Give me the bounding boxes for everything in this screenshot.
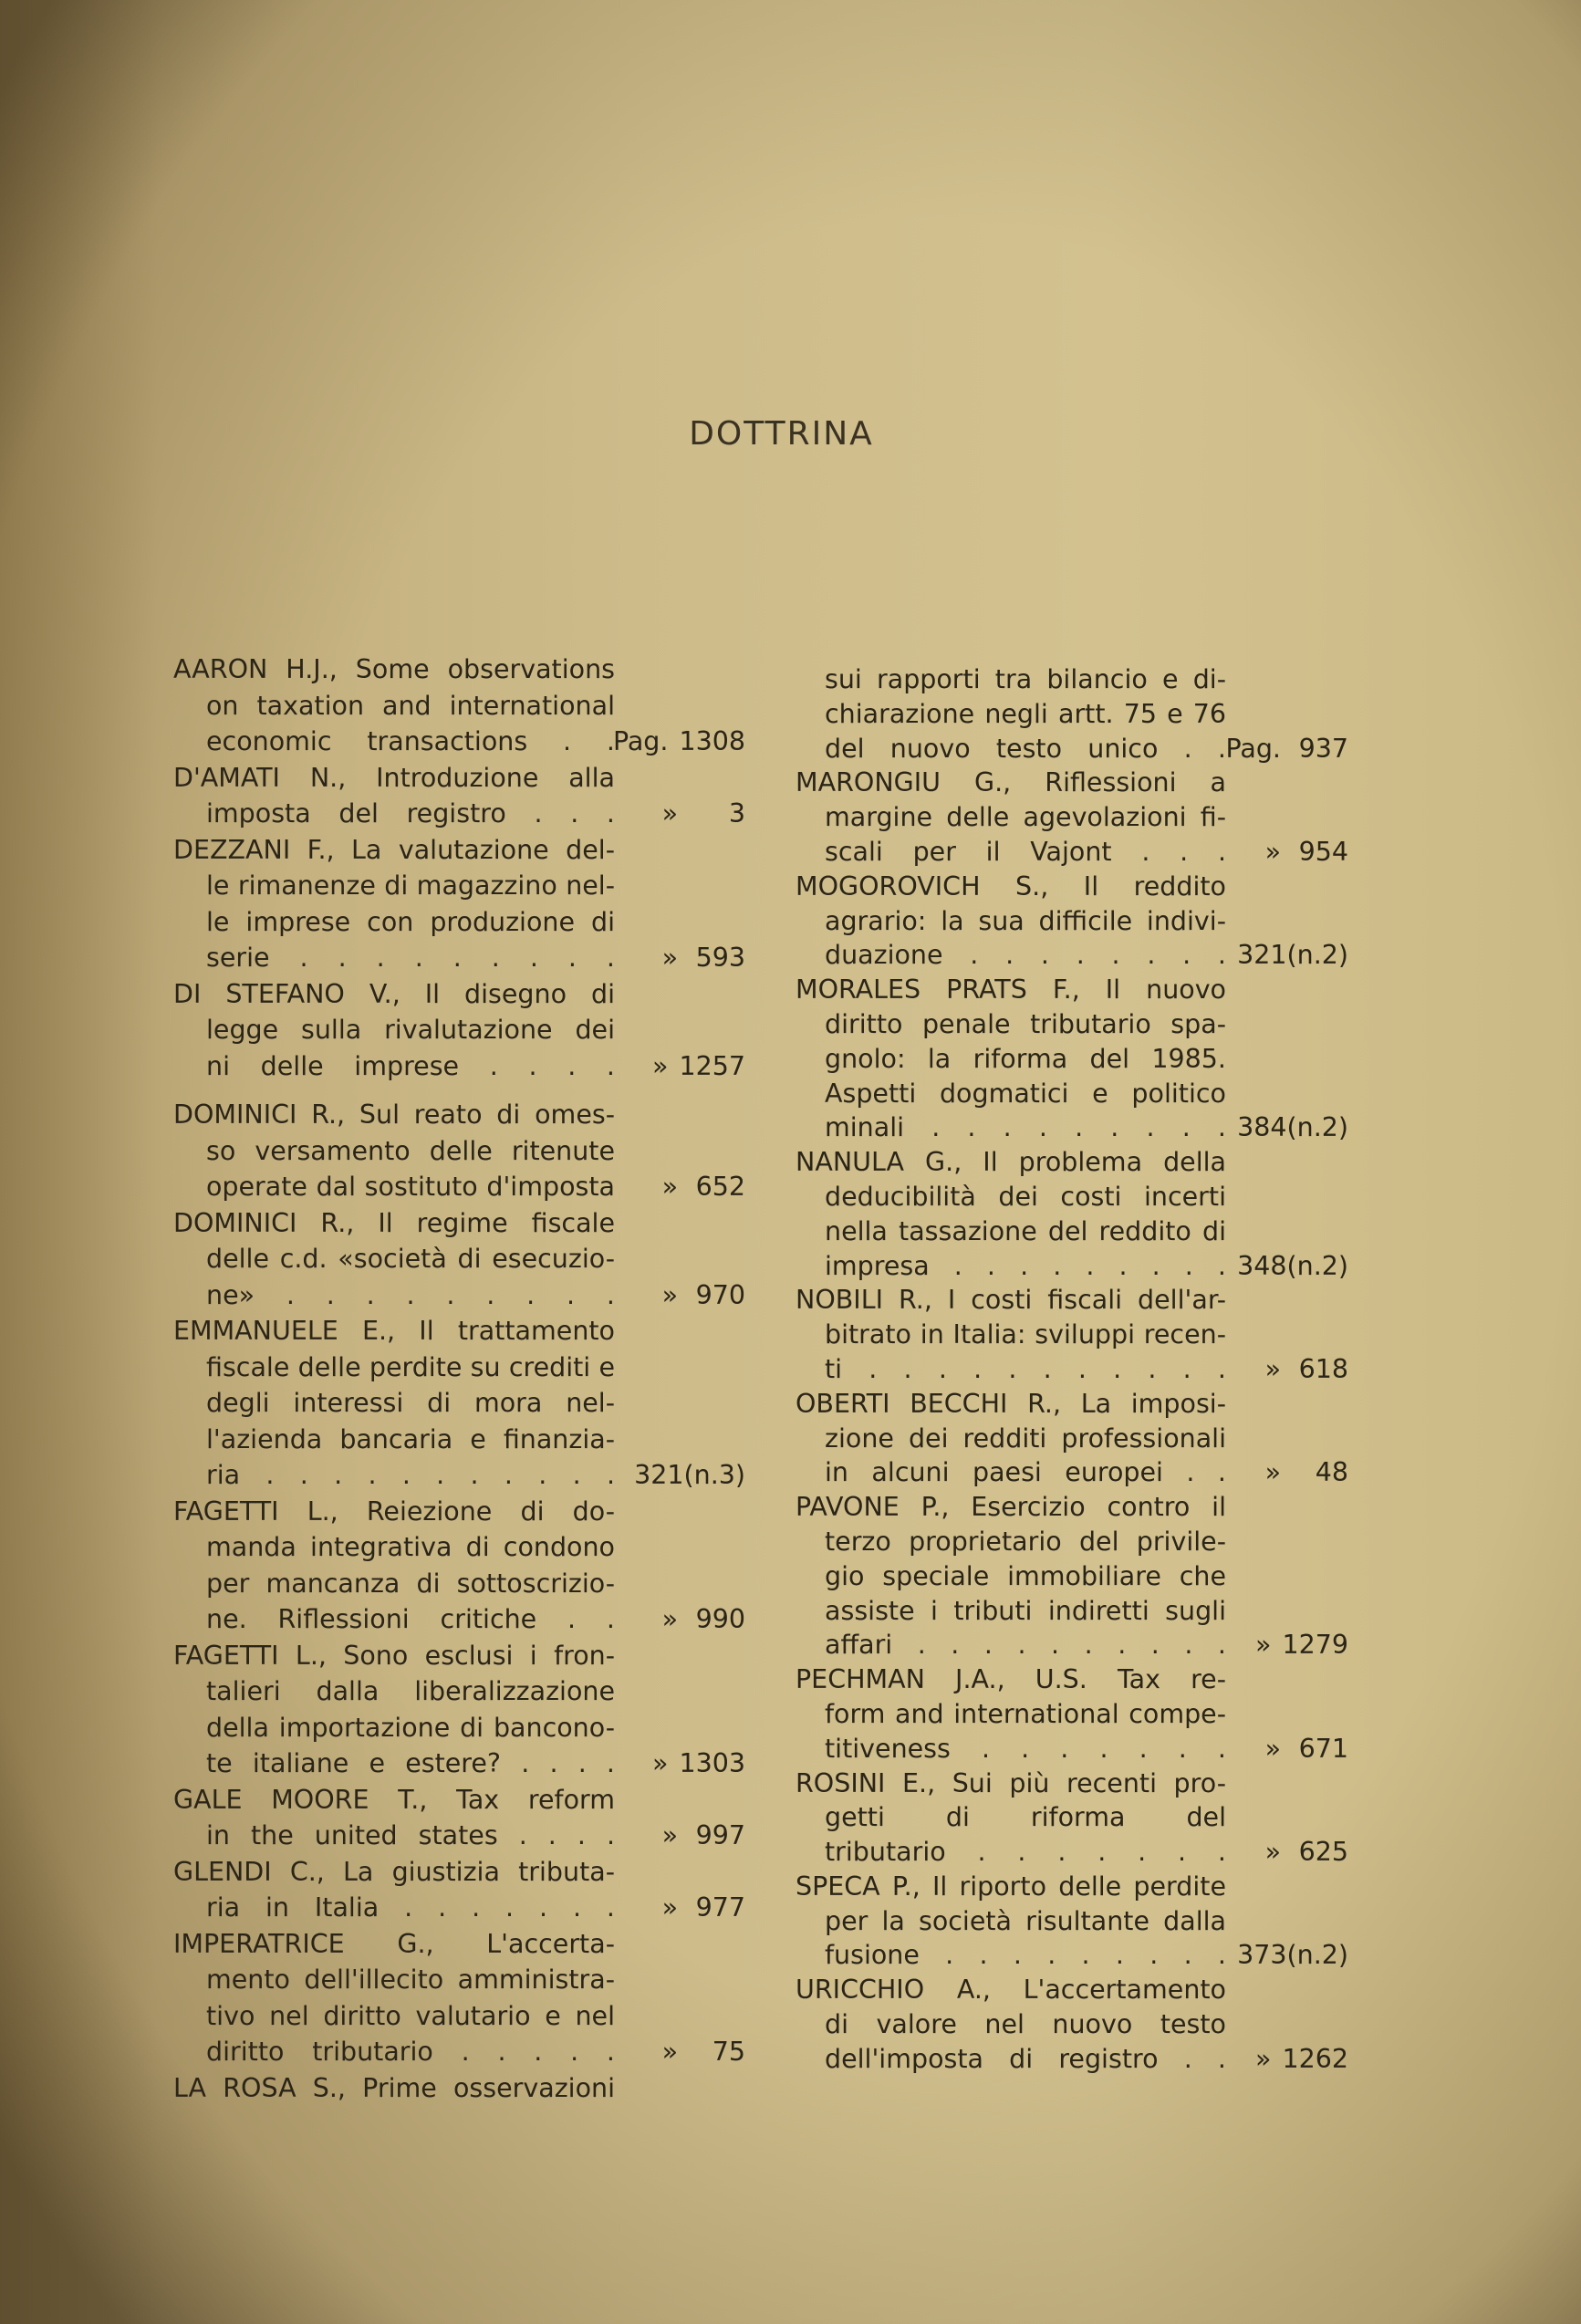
page-number: 1279 xyxy=(1282,1630,1348,1661)
index-entry xyxy=(796,766,1348,869)
index-entry xyxy=(173,1854,745,1926)
page-number: 652 xyxy=(695,1172,745,1202)
entry-title-continuation: mento dell'illecito amministra- xyxy=(206,1964,615,1995)
entry-author-title: ROSINI E., Sui più recenti pro- xyxy=(796,1767,1226,1798)
entry-title-continuation: zione dei redditi professionali xyxy=(825,1423,1226,1454)
page-prefix: » xyxy=(661,1172,678,1202)
entry-author-title: D'AMATI N., Introduzione alla xyxy=(173,762,615,793)
page-number: 1303 xyxy=(679,1748,745,1778)
page-reference xyxy=(638,2034,745,2070)
page-reference xyxy=(1231,1628,1348,1662)
page-number: 348(n.2) xyxy=(1237,1250,1348,1281)
entry-author-title: NOBILI R., I costi fiscali dell'ar- xyxy=(796,1285,1226,1316)
index-entry xyxy=(796,1387,1348,1490)
entry-line xyxy=(173,796,745,832)
entry-line xyxy=(173,832,745,869)
index-entry xyxy=(173,1926,745,2070)
page-reference xyxy=(1241,1455,1348,1490)
entry-title-continuation: economic transactions . . xyxy=(206,726,615,756)
entry-line xyxy=(796,1973,1348,2007)
entry-title-continuation: dell'imposta di registro . . xyxy=(825,2043,1226,2074)
page-number: 384(n.2) xyxy=(1237,1112,1348,1143)
entry-line xyxy=(796,766,1348,800)
entry-title-continuation: per mancanza di sottoscrizio- xyxy=(206,1568,615,1599)
entry-line xyxy=(796,1077,1348,1111)
entry-line xyxy=(796,1559,1348,1594)
entry-author-title: DI STEFANO V., Il disegno di xyxy=(173,978,615,1009)
entry-title-continuation: agrario: la sua difficile indivi- xyxy=(825,905,1226,936)
entry-line xyxy=(796,662,1348,697)
page-number: 954 xyxy=(1298,836,1348,867)
page-prefix: » xyxy=(661,1892,678,1923)
entry-line xyxy=(173,1998,745,2035)
entry-line xyxy=(173,1926,745,1963)
page-prefix: » xyxy=(1264,1457,1281,1488)
page-prefix: Pag. xyxy=(612,726,669,756)
entry-title-continuation: fiscale delle perdite su crediti e xyxy=(206,1351,615,1382)
page-number: 1257 xyxy=(679,1050,745,1081)
entry-title-continuation: le rimanenze di magazzino nel- xyxy=(206,870,615,901)
entry-title-continuation: ria . . . . . . . . . . . xyxy=(206,1460,615,1490)
entry-title-continuation: di valore nel nuovo testo xyxy=(825,2009,1226,2040)
page-number: 75 xyxy=(712,2037,745,2067)
entry-title-continuation: in alcuni paesi europei . . xyxy=(825,1457,1226,1488)
entry-line xyxy=(173,1385,745,1422)
entry-line xyxy=(173,1241,745,1277)
index-entry xyxy=(796,1766,1348,1870)
entry-author-title: EMMANUELE E., Il trattamento xyxy=(173,1316,615,1346)
entry-title-continuation: so versamento delle ritenute xyxy=(206,1135,615,1166)
entry-title-continuation: form and international compe- xyxy=(825,1698,1226,1729)
entry-title-continuation: le imprese con produzione di xyxy=(206,906,615,937)
entry-line xyxy=(796,1904,1348,1939)
entry-line xyxy=(796,1145,1348,1180)
entry-line xyxy=(796,1766,1348,1801)
entry-line xyxy=(173,868,745,904)
entry-line xyxy=(796,800,1348,835)
entry-title-continuation: in the united states . . . . xyxy=(206,1820,615,1850)
page-number: 1308 xyxy=(679,726,745,756)
entry-line xyxy=(173,1277,745,1314)
page-reference xyxy=(1237,1249,1348,1284)
entry-line xyxy=(173,904,745,941)
page-reference xyxy=(1241,1732,1348,1766)
entry-line xyxy=(796,1732,1348,1766)
entry-title-continuation: impresa . . . . . . . . . xyxy=(825,1250,1226,1281)
page-number: 937 xyxy=(1298,733,1348,764)
entry-title-continuation: getti di riforma del xyxy=(825,1802,1226,1833)
index-entry xyxy=(173,1782,745,1854)
entry-title-continuation: minali . . . . . . . . . xyxy=(825,1112,1226,1143)
entry-author-title: DEZZANI F., La valutazione del- xyxy=(173,834,615,865)
section-title xyxy=(0,415,1581,453)
entry-line xyxy=(796,835,1348,870)
entry-title-continuation: per la società risultante dalla xyxy=(825,1905,1226,1936)
entry-line xyxy=(173,1457,745,1494)
page-number: 970 xyxy=(695,1279,745,1310)
entry-line xyxy=(173,1854,745,1891)
entry-line xyxy=(173,724,745,760)
index-entry xyxy=(796,1662,1348,1766)
entry-line xyxy=(796,1490,1348,1525)
page-reference xyxy=(613,724,745,760)
entry-line xyxy=(796,1697,1348,1732)
page-reference xyxy=(1237,1110,1348,1145)
page-reference xyxy=(638,796,745,832)
entry-line xyxy=(173,1710,745,1746)
entry-author-title: IMPERATRICE G., L'accerta- xyxy=(173,1928,615,1959)
index-column-right xyxy=(796,662,1348,2077)
entry-line xyxy=(173,1818,745,1854)
entry-title-continuation: sui rapporti tra bilancio e di- xyxy=(825,664,1226,694)
page-reference xyxy=(638,1169,745,1205)
entry-line xyxy=(796,1628,1348,1662)
entry-title-continuation: manda integrativa di condono xyxy=(206,1532,615,1562)
entry-title-continuation: Aspetti dogmatici e politico xyxy=(825,1078,1226,1109)
page-reference xyxy=(1241,1835,1348,1870)
section-title-text: DOTTRINA xyxy=(689,415,874,453)
entry-author-title: PAVONE P., Esercizio contro il xyxy=(796,1492,1226,1523)
page-number: 990 xyxy=(695,1604,745,1634)
entry-title-continuation: terzo proprietario del privile- xyxy=(825,1526,1226,1557)
entry-line xyxy=(796,1249,1348,1284)
page-reference xyxy=(1241,1352,1348,1387)
entry-title-continuation: gio speciale immobiliare che xyxy=(825,1560,1226,1591)
entry-line xyxy=(173,940,745,976)
index-entry xyxy=(796,1973,1348,2076)
page-prefix: » xyxy=(1255,1630,1272,1661)
index-entry xyxy=(173,976,745,1085)
entry-line xyxy=(173,1205,745,1242)
index-entry xyxy=(796,1145,1348,1283)
page-prefix: » xyxy=(661,943,678,973)
entry-line xyxy=(173,1313,745,1350)
entry-title-continuation: ti . . . . . . . . . . . xyxy=(825,1353,1226,1384)
entry-author-title: MARONGIU G., Riflessioni a xyxy=(796,767,1226,798)
entry-line xyxy=(173,1422,745,1458)
entry-line xyxy=(796,1800,1348,1835)
page-reference xyxy=(1225,732,1348,766)
page-number: 997 xyxy=(695,1820,745,1850)
entry-line xyxy=(173,760,745,797)
entry-line xyxy=(796,2042,1348,2077)
entry-author-title: URICCHIO A., L'accertamento xyxy=(796,1975,1226,2006)
entry-line xyxy=(173,1494,745,1530)
entry-title-continuation: talieri dalla liberalizzazione xyxy=(206,1676,615,1706)
entry-line xyxy=(796,1870,1348,1904)
entry-title-continuation: diritto penale tributario spa- xyxy=(825,1008,1226,1039)
page-reference xyxy=(1237,1938,1348,1973)
entry-title-continuation: gnolo: la riforma del 1985. xyxy=(825,1043,1226,1074)
entry-line xyxy=(796,1318,1348,1352)
entry-line xyxy=(173,651,745,688)
entry-author-title: DOMINICI R., Sul reato di omes- xyxy=(173,1099,615,1130)
page-number: 321(n.3) xyxy=(634,1460,745,1490)
entry-title-continuation: bitrato in Italia: sviluppi recen- xyxy=(825,1319,1226,1350)
page-reference xyxy=(1241,835,1348,870)
entry-line xyxy=(173,976,745,1013)
entry-title-continuation: serie . . . . . . . . . xyxy=(206,943,615,973)
entry-line xyxy=(173,2034,745,2070)
entry-line xyxy=(173,1890,745,1926)
entry-line xyxy=(173,1601,745,1638)
entry-author-title: PECHMAN J.A., U.S. Tax re- xyxy=(796,1664,1226,1695)
index-entry xyxy=(796,662,1348,766)
page-number: 321(n.2) xyxy=(1237,940,1348,971)
page-prefix: » xyxy=(652,1050,669,1081)
entry-title-continuation: del nuovo testo unico . . xyxy=(825,733,1226,764)
entry-title-continuation: assiste i tributi indiretti sugli xyxy=(825,1595,1226,1626)
page-prefix: » xyxy=(661,2037,678,2067)
index-entry xyxy=(173,1205,745,1314)
page-reference xyxy=(1231,2042,1348,2077)
page-prefix: Pag. xyxy=(1225,733,1281,764)
index-entry xyxy=(796,973,1348,1145)
index-entry xyxy=(173,1313,745,1494)
index-entry xyxy=(796,1870,1348,1973)
entry-title-continuation: ne. Riflessioni critiche . . xyxy=(206,1604,615,1634)
entry-line xyxy=(173,1012,745,1048)
entry-title-continuation: duazione . . . . . . . . xyxy=(825,940,1226,971)
entry-line xyxy=(796,1214,1348,1249)
entry-title-continuation: della importazione di bancono- xyxy=(206,1712,615,1743)
entry-line xyxy=(796,1042,1348,1077)
entry-line xyxy=(173,1350,745,1386)
entry-line xyxy=(796,1594,1348,1629)
entry-line xyxy=(796,1422,1348,1456)
entry-line xyxy=(173,1169,745,1205)
index-entry xyxy=(173,1638,745,1782)
entry-line xyxy=(796,732,1348,766)
index-entry xyxy=(173,760,745,832)
page-reference xyxy=(638,1818,745,1854)
entry-title-continuation: scali per il Vajont . . . xyxy=(825,836,1226,867)
page-number: 373(n.2) xyxy=(1237,1940,1348,1971)
page-prefix: » xyxy=(1264,836,1281,867)
entry-title-continuation: ne» . . . . . . . . . xyxy=(206,1279,615,1310)
entry-line xyxy=(173,1782,745,1819)
entry-line xyxy=(796,1387,1348,1422)
index-entry xyxy=(173,1097,745,1205)
entry-title-continuation: operate dal sostituto d'imposta xyxy=(206,1172,615,1202)
index-entry xyxy=(173,1494,745,1638)
entry-title-continuation: tributario . . . . . . . xyxy=(825,1837,1226,1868)
page-reference xyxy=(628,1746,745,1782)
entry-line xyxy=(796,1110,1348,1145)
entry-author-title: AARON H.J., Some observations xyxy=(173,654,615,684)
page-number: 671 xyxy=(1298,1733,1348,1764)
entry-author-title: FAGETTI L., Reiezione di do- xyxy=(173,1495,615,1527)
index-entry xyxy=(173,832,745,976)
entry-line xyxy=(796,1835,1348,1870)
page-prefix: » xyxy=(1264,1837,1281,1868)
page-number: 618 xyxy=(1298,1353,1348,1384)
entry-author-title: LA ROSA S., Prime osservazioni xyxy=(173,2072,615,2103)
entry-title-continuation: ni delle imprese . . . . xyxy=(206,1050,615,1081)
entry-line xyxy=(796,973,1348,1007)
entry-title-continuation: legge sulla rivalutazione dei xyxy=(206,1015,615,1045)
entry-line xyxy=(796,904,1348,939)
entry-line xyxy=(173,1638,745,1674)
entry-line xyxy=(796,1662,1348,1697)
entry-title-continuation: imposta del registro . . . xyxy=(206,798,615,829)
entry-line xyxy=(796,1180,1348,1214)
page-reference xyxy=(628,1048,745,1085)
entry-author-title: DOMINICI R., Il regime fiscale xyxy=(173,1207,615,1238)
entry-line xyxy=(173,1673,745,1710)
page-number: 625 xyxy=(1298,1837,1348,1868)
entry-author-title: OBERTI BECCHI R., La imposi- xyxy=(796,1388,1226,1419)
entry-line xyxy=(796,1938,1348,1973)
entry-author-title: SPECA P., Il riporto delle perdite xyxy=(796,1871,1226,1902)
entry-line xyxy=(796,1007,1348,1042)
page-prefix: » xyxy=(661,1604,678,1634)
entry-line xyxy=(796,1283,1348,1318)
entry-line xyxy=(796,697,1348,732)
index-entry xyxy=(173,2070,745,2107)
entry-line xyxy=(173,1566,745,1602)
entry-author-title: FAGETTI L., Sono esclusi i fron- xyxy=(173,1640,615,1671)
entry-title-continuation: on taxation and international xyxy=(206,690,615,721)
entry-line xyxy=(173,1746,745,1782)
entry-line xyxy=(173,1962,745,1998)
index-entry xyxy=(796,1490,1348,1662)
entry-author-title: NANULA G., Il problema della xyxy=(796,1147,1226,1178)
entry-line xyxy=(173,1133,745,1170)
entry-line xyxy=(173,688,745,724)
entry-author-title: GLENDI C., La giustizia tributa- xyxy=(173,1856,615,1887)
page-number: 3 xyxy=(728,798,745,829)
entry-title-continuation: affari . . . . . . . . . . xyxy=(825,1630,1226,1661)
index-entry xyxy=(173,651,745,760)
entry-author-title: MORALES PRATS F., Il nuovo xyxy=(796,974,1226,1006)
entry-title-continuation: ria in Italia . . . . . . . xyxy=(206,1892,615,1923)
index-column-left xyxy=(173,651,745,2106)
entry-author-title: GALE MOORE T., Tax reform xyxy=(173,1784,615,1815)
page-prefix: » xyxy=(661,1820,678,1850)
entry-title-continuation: l'azienda bancaria e finanzia- xyxy=(206,1423,615,1454)
page-reference xyxy=(638,1601,745,1638)
page-reference xyxy=(638,1277,745,1314)
entry-title-continuation: degli interessi di mora nel- xyxy=(206,1388,615,1418)
page-number: 977 xyxy=(695,1892,745,1923)
entry-line xyxy=(796,938,1348,973)
page-prefix: » xyxy=(1264,1733,1281,1764)
entry-line xyxy=(796,870,1348,904)
entry-title-continuation: te italiane e estere? . . . . xyxy=(206,1748,615,1778)
entry-title-continuation: delle c.d. «società di esecuzio- xyxy=(206,1244,615,1274)
entry-title-continuation: deducibilità dei costi incerti xyxy=(825,1181,1226,1212)
page-number: 593 xyxy=(695,943,745,973)
page-prefix: » xyxy=(1255,2043,1272,2074)
page-prefix: » xyxy=(661,798,678,829)
entry-line xyxy=(173,1048,745,1085)
page-number: 48 xyxy=(1315,1457,1348,1488)
entry-title-continuation: margine delle agevolazioni fi- xyxy=(825,802,1226,833)
entry-line xyxy=(173,1529,745,1566)
entry-author-title: MOGOROVICH S., Il reddito xyxy=(796,870,1226,901)
entry-line xyxy=(796,2007,1348,2042)
page-prefix: » xyxy=(652,1748,669,1778)
entry-line xyxy=(796,1455,1348,1490)
entry-line xyxy=(173,2070,745,2107)
page-prefix: » xyxy=(1264,1353,1281,1384)
entry-line xyxy=(796,1525,1348,1559)
page-reference xyxy=(1237,938,1348,973)
index-entry xyxy=(796,870,1348,973)
index-entry xyxy=(796,1283,1348,1386)
page-reference xyxy=(634,1457,745,1494)
page-prefix: » xyxy=(661,1279,678,1310)
page-number: 1262 xyxy=(1282,2043,1348,2074)
entry-title-continuation: diritto tributario . . . . . xyxy=(206,2037,615,2067)
entry-title-continuation: chiarazione negli artt. 75 e 76 xyxy=(825,698,1226,729)
entry-title-continuation: nella tassazione del reddito di xyxy=(825,1215,1226,1246)
page-reference xyxy=(638,940,745,976)
entry-title-continuation: tivo nel diritto valutario e nel xyxy=(206,2000,615,2031)
entry-line xyxy=(173,1097,745,1133)
entry-title-continuation: titiveness . . . . . . . xyxy=(825,1733,1226,1764)
entry-title-continuation: fusione . . . . . . . . . xyxy=(825,1940,1226,1971)
page-reference xyxy=(638,1890,745,1926)
entry-line xyxy=(796,1352,1348,1387)
